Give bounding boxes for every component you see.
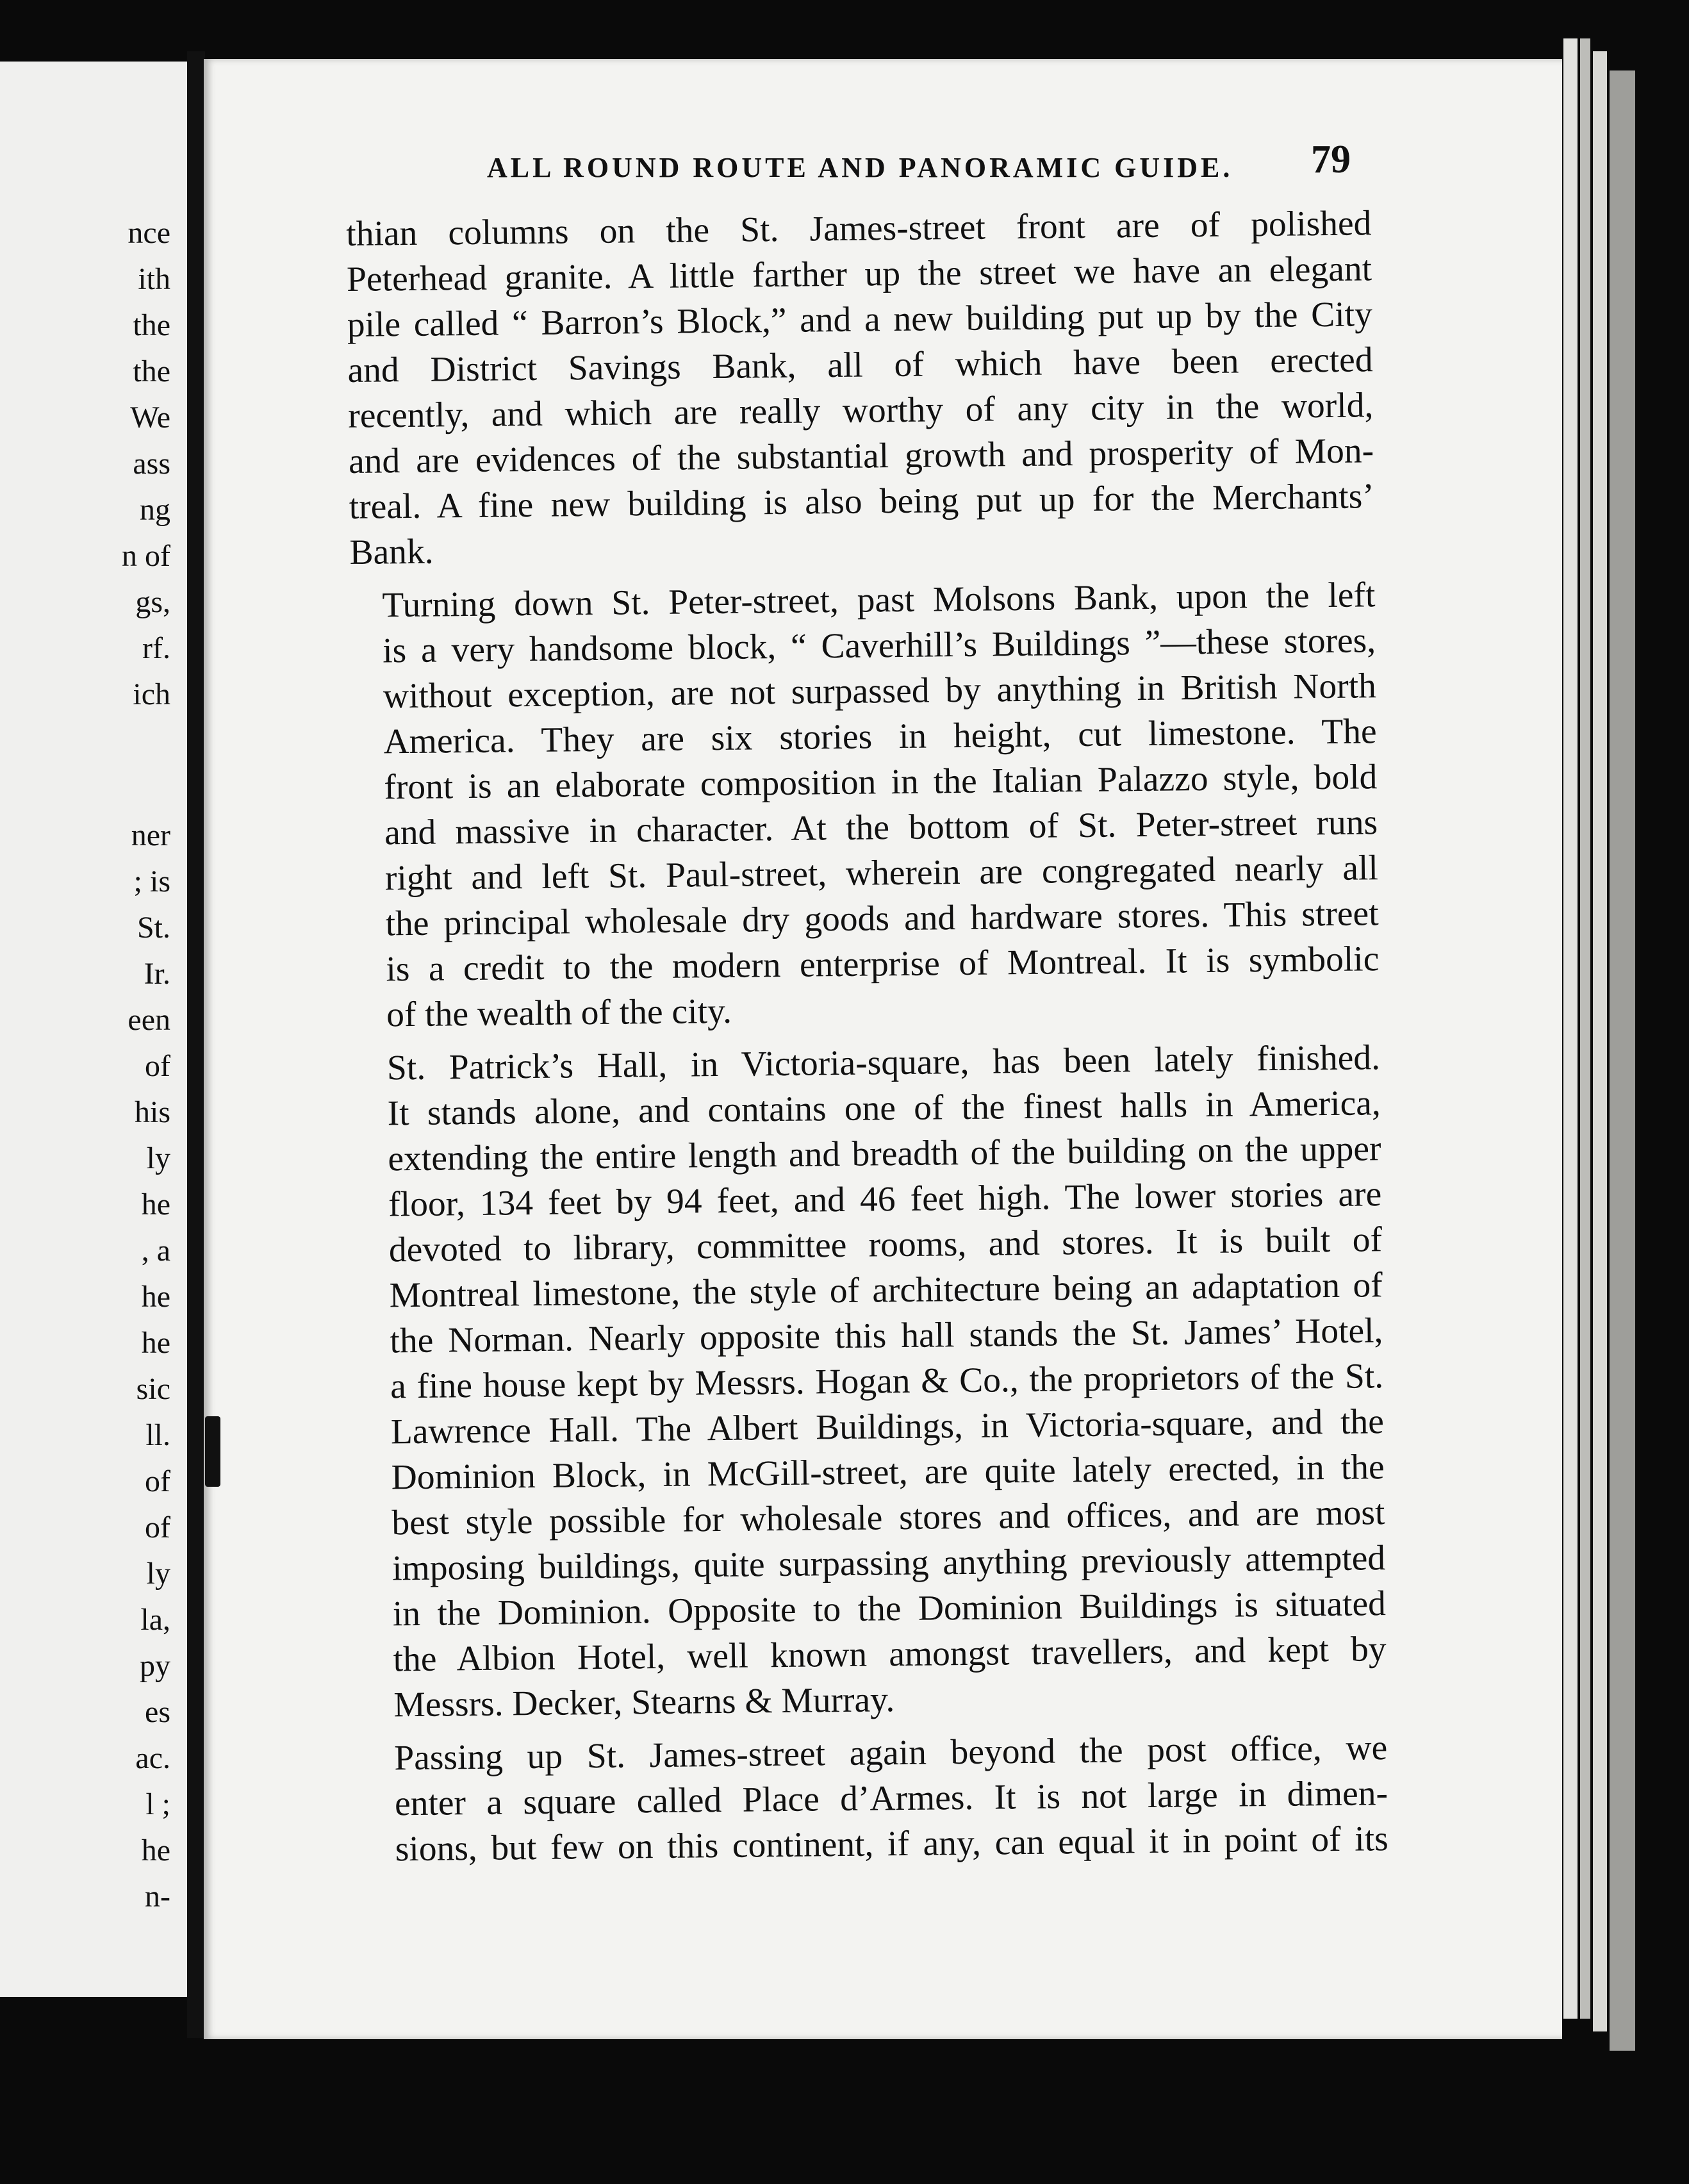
left-page-text-fragment: ac. [135,1741,170,1775]
page-edge [1563,38,1578,2019]
text-line: floor, 134 feet by 94 feet, and 46 feet high. The lower stories are [388,1175,1382,1225]
text-line: Passing up St. James-street again beyond the post office, we [393,1728,1388,1778]
page-edge [1610,70,1635,2051]
text-line: Peterhead granite. A little farther up the street we have an elegant [346,249,1372,299]
text-line: pile called “ Barron’s Block,” and a new building put up by the City [347,295,1373,345]
left-page-text-fragment: n- [145,1880,170,1914]
paragraph [355,1035,1387,1728]
left-page-text-fragment: ly [146,1557,170,1591]
text-line: imposing buildings, quite surpassing anything previously attempted [391,1539,1386,1589]
book-gutter [187,51,205,2038]
left-page-text-fragment: he [141,1833,170,1867]
left-page-text-fragment: n of [122,539,170,573]
left-page-text-fragment: rf. [142,631,170,665]
left-page-text-fragment: py [140,1649,170,1683]
left-facing-page [0,62,191,1997]
left-page-text-fragment: the [133,354,170,388]
left-page-text-fragment: sic [136,1372,170,1406]
left-page-text-fragment: of [145,1049,170,1083]
page-edge [1580,38,1590,2019]
text-line: is a credit to the modern enterprise of Montreal. It is symbolic [386,939,1380,989]
text-line: and District Savings Bank, all of which have been erected [347,340,1373,390]
left-page-text-fragment: the [133,308,170,342]
page-edge [1593,51,1607,2031]
running-head: ALL ROUND ROUTE AND PANORAMIC GUIDE. [487,152,1233,183]
text-line: and are evidences of the substantial growth and prosperity of Mon- [348,431,1374,481]
text-line: St. Patrick’s Hall, in Victoria-square, has been lately finished. [386,1038,1381,1088]
text-line: the principal wholesale dry goods and hardware stores. This street [385,894,1379,944]
text-line: enter a square called Place d’Armes. It is not large in dimen- [394,1774,1388,1824]
body-text [346,201,1388,1873]
text-line: recently, and which are really worthy of any city in the world, [348,386,1374,436]
left-page-text-fragment: of [145,1464,170,1498]
left-page-text-fragment: he [141,1326,170,1360]
left-page-text-fragment: ly [146,1141,170,1175]
left-page-text-fragment: nce [128,216,170,250]
left-page-text-fragment: ng [140,493,170,527]
left-page-text-fragment: ll. [145,1418,170,1452]
left-page-text-fragment: ich [133,677,170,711]
left-page-text-fragment: ; is [133,864,170,898]
left-page-text-fragment: ner [131,818,170,852]
text-line: It stands alone, and contains one of the finest halls in America, [387,1084,1381,1134]
left-page-text-fragment: es [145,1695,170,1729]
text-line: treal. A fine new building is also being put up for the Merchants’ [349,477,1375,527]
text-line: and massive in character. At the bottom of St. Peter-street runs [384,803,1378,853]
text-line: thian columns on the St. James-street front are of polished [346,204,1372,254]
left-page-text-fragment: We [130,401,170,434]
text-line: Montreal limestone, the style of architecture being an adaptation of [389,1266,1383,1316]
text-line: best style possible for wholesale stores and offices, and are most [391,1493,1385,1543]
left-page-text-fragment: gs, [135,585,170,619]
text-line: of the wealth of the city. [386,991,732,1035]
left-page-text-fragment: he [141,1187,170,1221]
left-page-text-fragment: Ir. [144,957,170,991]
text-line: devoted to library, committee rooms, and stores. It is built of [388,1220,1383,1270]
paragraph [362,1725,1388,1873]
text-line: Dominion Block, in McGill-street, are quite lately erected, in the [391,1448,1385,1498]
left-page-text-fragment: l ; [145,1787,170,1821]
text-line: without exception, are not surpassed by anything in British North [383,666,1377,716]
text-line: front is an elaborate composition in the Italian Palazzo style, bold [384,757,1378,807]
text-line: Bank. [349,532,434,572]
text-line: Turning down St. Peter-street, past Molsons Bank, upon the left [382,575,1376,625]
left-page-text-fragment: ith [138,262,170,296]
left-page-text-fragment: ass [133,447,170,481]
paragraph [346,201,1375,575]
text-line: Lawrence Hall. The Albert Buildings, in Victoria-square, and the [390,1402,1385,1452]
text-line: America. They are six stories in height, cut limestone. The [383,712,1377,762]
text-line: sions, but few on this continent, if any, can equal it in point of its [395,1819,1389,1869]
text-line: the Albion Hotel, well known amongst travellers, and kept by [393,1630,1387,1680]
paragraph [350,572,1380,1038]
left-page-text-fragment: of [145,1510,170,1544]
text-line: extending the entire length and breadth of the building on the upper [388,1129,1381,1179]
text-line: the Norman. Nearly opposite this hall stands the St. James’ Hotel, [390,1311,1383,1361]
page-number: 79 [1311,138,1351,181]
left-page-text-fragment: St. [136,911,170,945]
left-page-text-fragment: his [134,1095,170,1129]
left-page-text-fragment: , a [141,1234,170,1268]
left-page-text-fragment: la, [140,1603,170,1637]
text-line: is a very handsome block, “ Caverhill’s Buildings ”—these stores, [382,621,1376,671]
text-line: in the Dominion. Opposite to the Dominion Buildings is situated [392,1584,1387,1634]
text-line: right and left St. Paul-street, wherein are congregated nearly all [384,848,1379,898]
left-page-text-fragment: he [141,1280,170,1314]
text-line: a fine house kept by Messrs. Hogan & Co., the proprietors of the St. [390,1357,1384,1407]
left-page-text-fragment: een [128,1003,170,1037]
text-line: Messrs. Decker, Stearns & Murray. [393,1680,895,1725]
binding-mark [205,1416,220,1487]
